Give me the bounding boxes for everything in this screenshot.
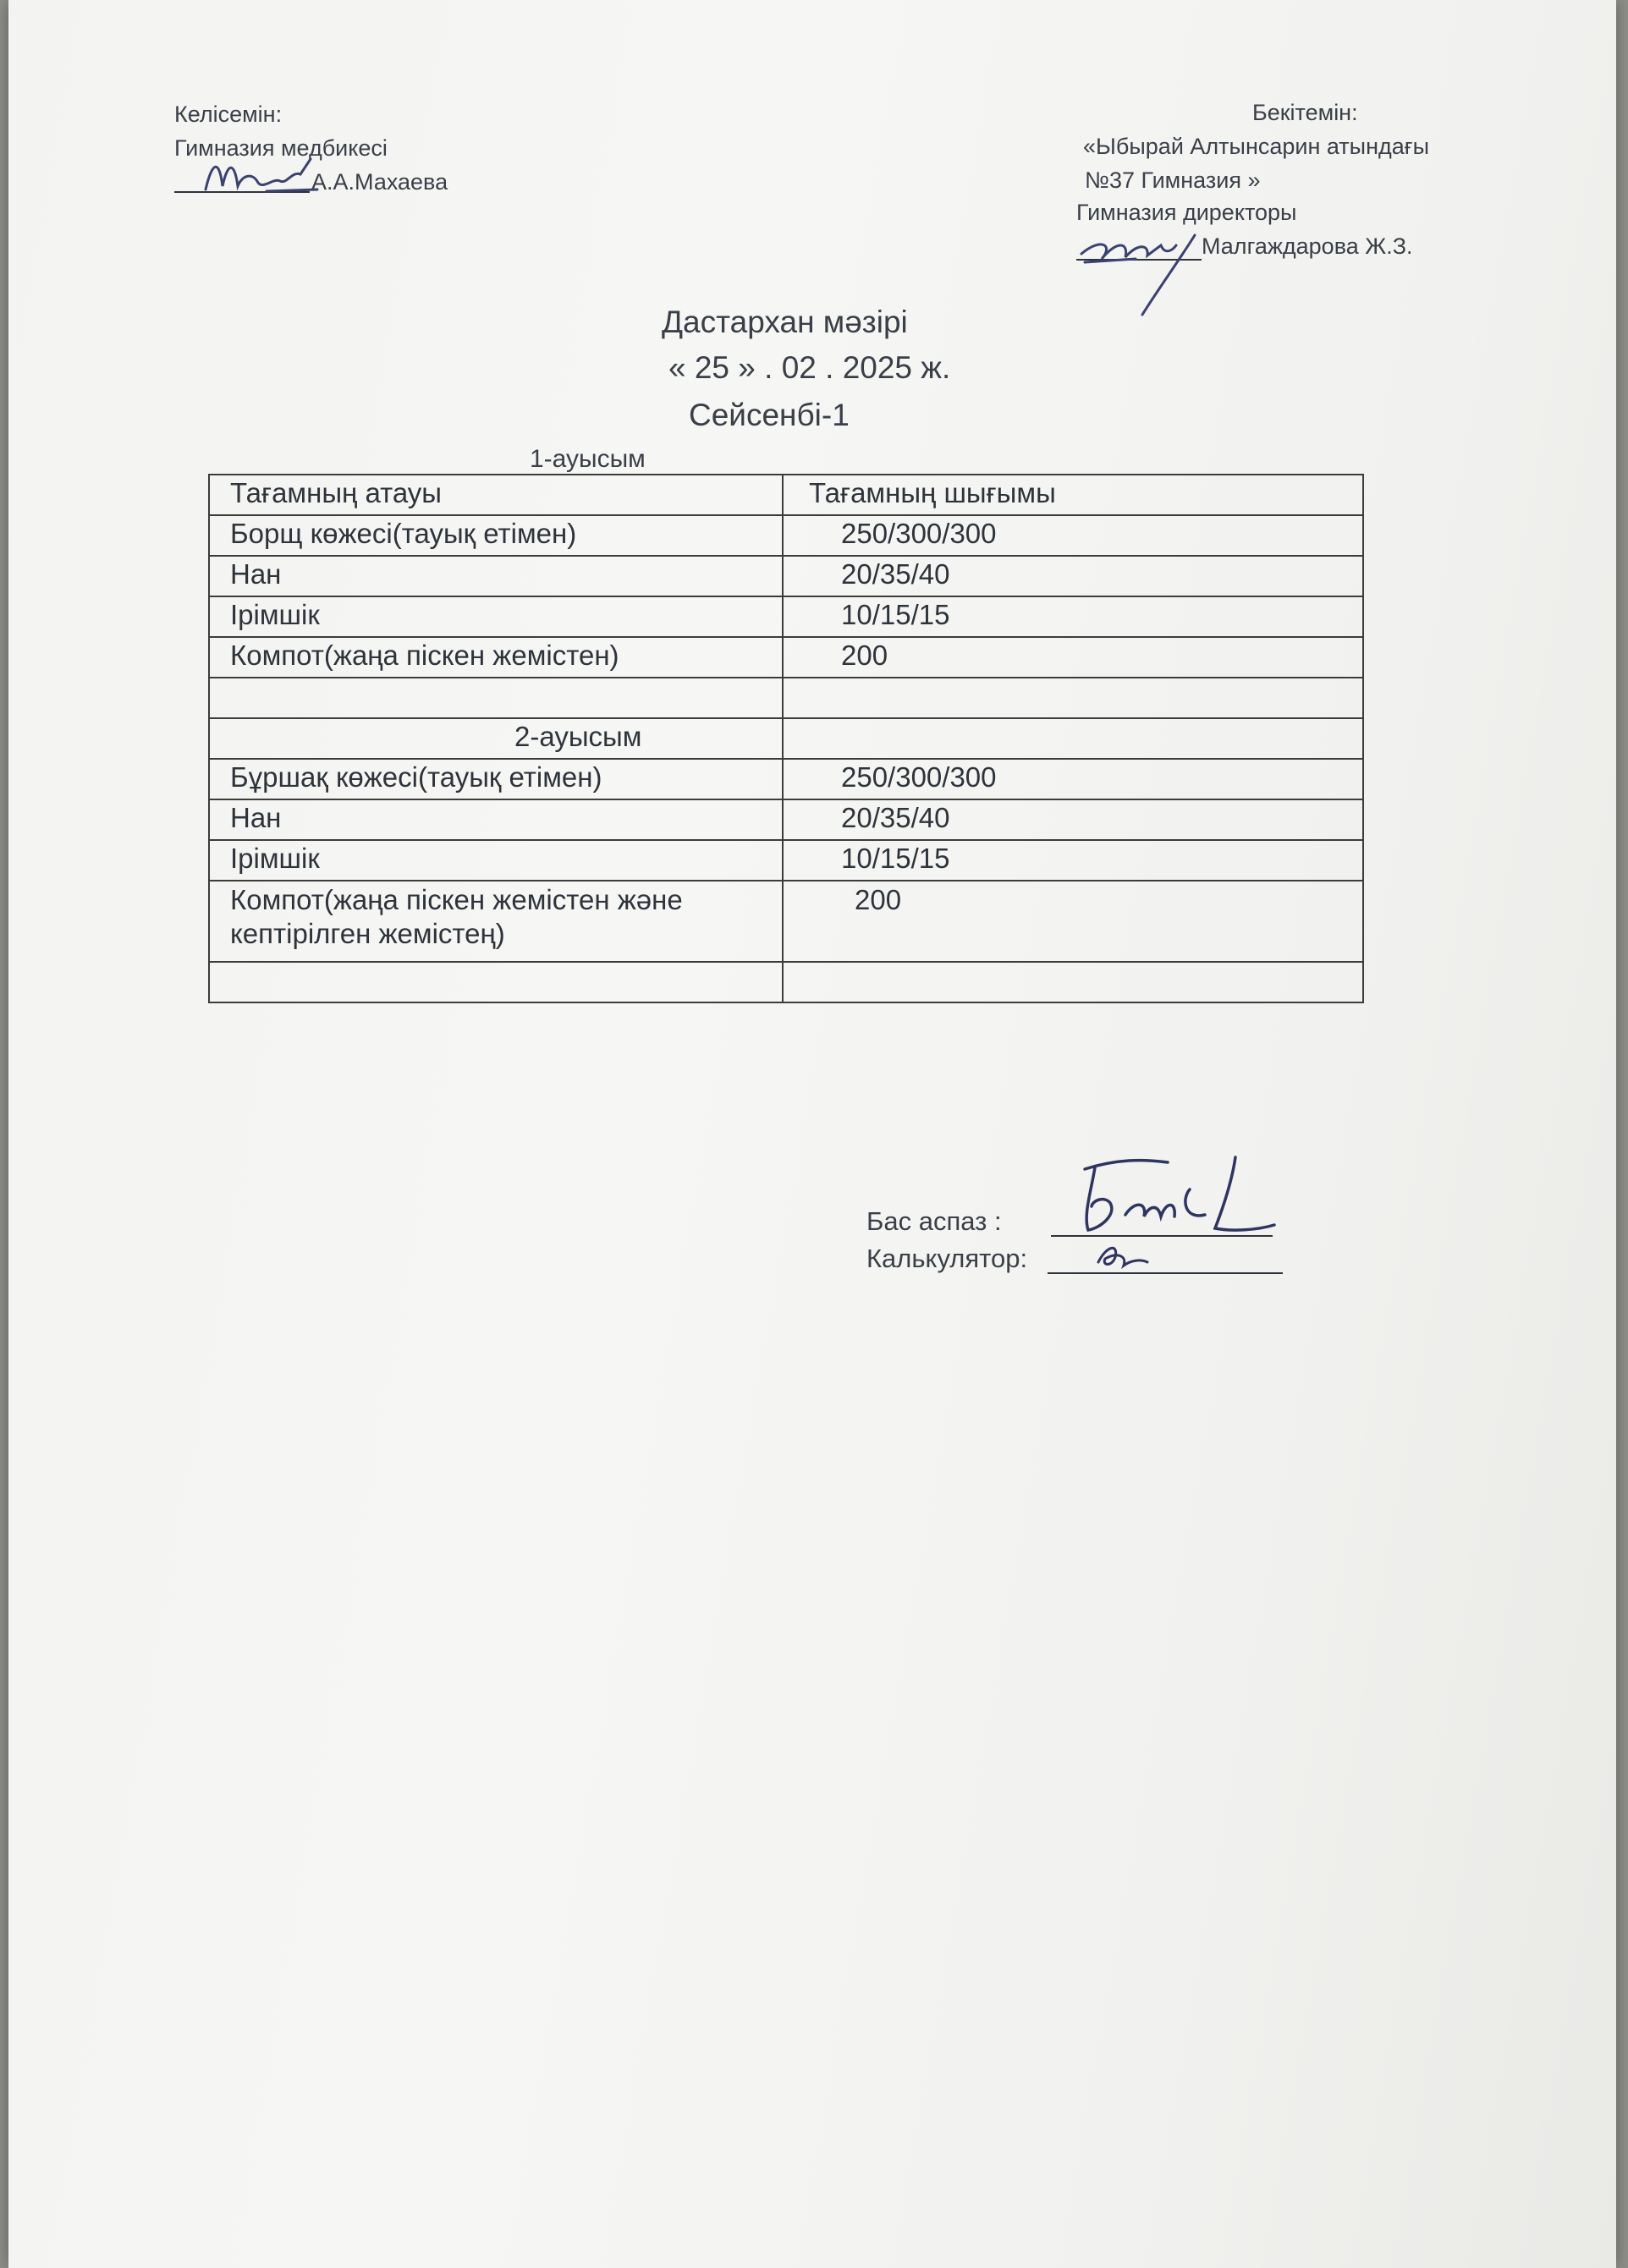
director-signature (1076, 220, 1212, 321)
dish-yield: 250/300/300 (783, 515, 1363, 556)
chef-label: Бас аспаз : (866, 1206, 1002, 1236)
dish-name: Ірімшік (209, 840, 783, 881)
nurse-signature (199, 152, 326, 203)
approval-left-label: Келісемін: (174, 102, 283, 127)
approval-left-name: А.А.Махаева (311, 169, 448, 195)
dish-name: Бұршақ көжесі(тауық етімен) (209, 759, 783, 799)
chef-signature (1066, 1147, 1286, 1240)
calculator-label: Калькулятор: (866, 1244, 1028, 1273)
dish-yield: 200 (783, 881, 1363, 962)
table-row (209, 840, 1363, 881)
menu-day: Сейсенбі-1 (689, 398, 850, 432)
table-row (209, 799, 1363, 840)
dish-yield: 10/15/15 (783, 596, 1363, 637)
approval-right-line3: Гимназия директоры (1076, 200, 1297, 225)
dish-name: Нан (209, 799, 783, 840)
approval-right-line1: «Ыбырай Алтынсарин атындағы (1083, 134, 1430, 159)
dish-name: Компот(жаңа піскен жемістен) (209, 637, 783, 678)
table-row (209, 556, 1363, 596)
dish-name-line2: кептірілген жемістең) (230, 918, 505, 949)
dish-yield: 20/35/40 (783, 799, 1363, 840)
menu-table (208, 474, 1364, 1003)
table-row (209, 881, 1363, 962)
table-row-empty (209, 678, 1363, 718)
dish-yield: 200 (783, 637, 1363, 678)
shift1-label: 1-ауысым (530, 445, 646, 473)
header-dish-yield: Тағамның шығымы (783, 475, 1363, 515)
dish-name: Нан (209, 556, 783, 596)
table-row (209, 596, 1363, 637)
dish-name-line1: Компот(жаңа піскен жемістен және (230, 884, 683, 915)
table-row (209, 515, 1363, 556)
table-row-empty (209, 962, 1363, 1002)
document-page (8, 0, 1616, 2268)
dish-name (209, 881, 783, 962)
shift2-row (209, 718, 1363, 759)
approval-right-line2: №37 Гимназия » (1085, 167, 1261, 193)
dish-yield: 20/35/40 (783, 556, 1363, 596)
calculator-signature (1093, 1237, 1161, 1274)
header-dish-name: Тағамның атауы (209, 475, 783, 515)
approval-left-role: Гимназия медбикесі (174, 135, 388, 161)
approval-right-label: Бекітемін: (1252, 100, 1358, 125)
table-row (209, 759, 1363, 799)
table-header-row (209, 475, 1363, 515)
calculator-signature-line (1048, 1272, 1283, 1274)
dish-yield: 10/15/15 (783, 840, 1363, 881)
dish-name: Борщ көжесі(тауық етімен) (209, 515, 783, 556)
menu-title: Дастархан мәзірі (662, 305, 908, 339)
table-row (209, 637, 1363, 678)
menu-date: « 25 » . 02 . 2025 ж. (668, 350, 951, 385)
dish-yield: 250/300/300 (783, 759, 1363, 799)
approval-right-name: Малгаждарова Ж.З. (1202, 233, 1413, 259)
shift2-label: 2-ауысым (209, 718, 783, 759)
dish-name: Ірімшік (209, 596, 783, 637)
